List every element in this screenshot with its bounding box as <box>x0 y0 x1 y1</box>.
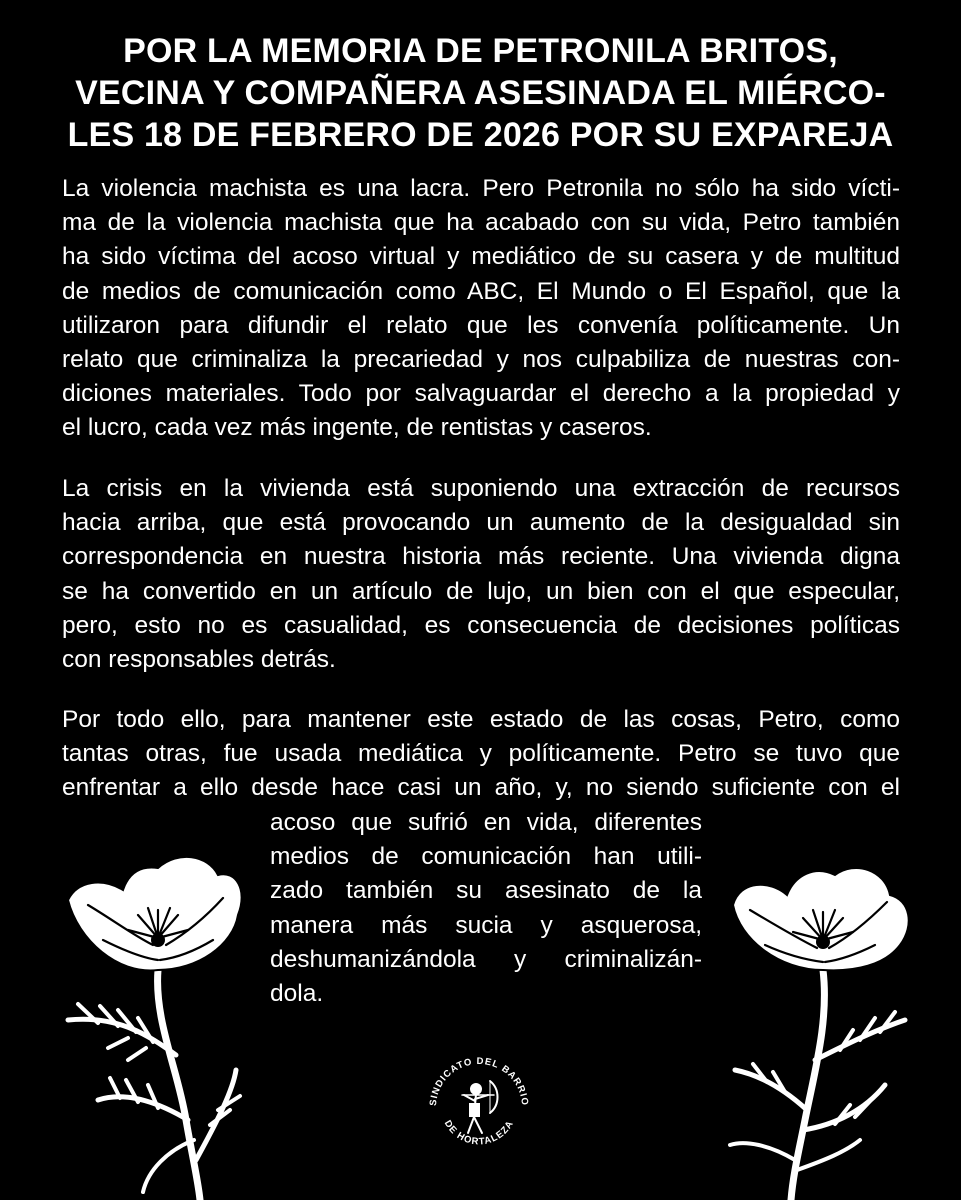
poppy-flower-right-icon <box>725 840 915 1200</box>
svg-text:DE HORTALEZA <box>442 1118 516 1147</box>
poppy-flower-left-icon <box>58 820 248 1200</box>
text-line: medios de comunicación han utili- <box>270 843 702 871</box>
text-line: utilizaron para difundir el relato que les convenía políticamente. Un <box>62 311 900 339</box>
text-line: enfrentar a ello desde hace casi un año, y, no siendo suficiente con el <box>62 774 900 802</box>
text-line: manera más sucia y asquerosa, <box>270 911 702 939</box>
text-line: tantas otras, fue usada mediática y políticamente. Petro se tuvo que <box>62 740 900 768</box>
logo-text-top: SINDICATO DEL BARRIO <box>427 1055 531 1107</box>
text-line: con responsables detrás. <box>62 646 336 674</box>
text-line: correspondencia en nuestra historia más reciente. Una vivienda digna <box>62 543 900 571</box>
title-line: LES 18 DE FEBRERO DE 2026 POR SU EXPAREJA <box>67 116 894 154</box>
text-line: ha sido víctima del acoso virtual y mediático de su casera y de multitud <box>62 243 900 271</box>
svg-text:SINDICATO DEL BARRIO <box>428 1056 530 1107</box>
text-line: Por todo ello, para mantener este estado de las cosas, Petro, como <box>62 706 900 733</box>
page-title <box>40 30 921 156</box>
text-line: La crisis en la vivienda está suponiendo una extracción de recursos <box>62 475 900 502</box>
text-line: La violencia machista es una lacra. Pero Petronila no sólo ha sido vícti- <box>62 175 900 202</box>
text-line: de medios de comunicación como ABC, El Mundo o El Español, que la <box>62 277 900 305</box>
text-line: relato que criminaliza la precariedad y nos culpabiliza de nuestras con- <box>62 346 900 374</box>
sindicato-logo <box>420 1045 538 1163</box>
paragraph-vivienda <box>62 472 900 677</box>
text-line: dola. <box>270 980 324 1008</box>
archer-icon <box>462 1081 498 1133</box>
text-line: el lucro, cada vez más ingente, de rentistas y caseros. <box>62 414 652 442</box>
text-line: se ha convertido en un artículo de lujo, un bien con el que especular, <box>62 577 900 605</box>
text-line: pero, esto no es casualidad, es consecuencia de decisiones políticas <box>62 611 900 639</box>
paragraph-mediatica <box>62 703 900 806</box>
text-line: hacia arriba, que está provocando un aumento de la desigualdad sin <box>62 509 900 537</box>
text-line: zado también su asesinato de la <box>270 877 702 905</box>
text-line: acoso que sufrió en vida, diferentes <box>270 809 702 836</box>
text-line: ma de la violencia machista que ha acabado con su vida, Petro también <box>62 209 900 237</box>
title-line: VECINA Y COMPAÑERA ASESINADA EL MIÉRCO- <box>75 74 886 112</box>
paragraph-violencia <box>62 172 900 446</box>
logo-text-bottom: DE HORTALEZA <box>441 1118 517 1148</box>
title-line: POR LA MEMORIA DE PETRONILA BRITOS, <box>123 32 838 70</box>
text-line: diciones materiales. Todo por salvaguardar el derecho a la propiedad y <box>62 380 900 408</box>
text-line: deshumanizándola y criminalizán- <box>270 945 702 973</box>
paragraph-mediatica-center <box>270 806 702 1011</box>
